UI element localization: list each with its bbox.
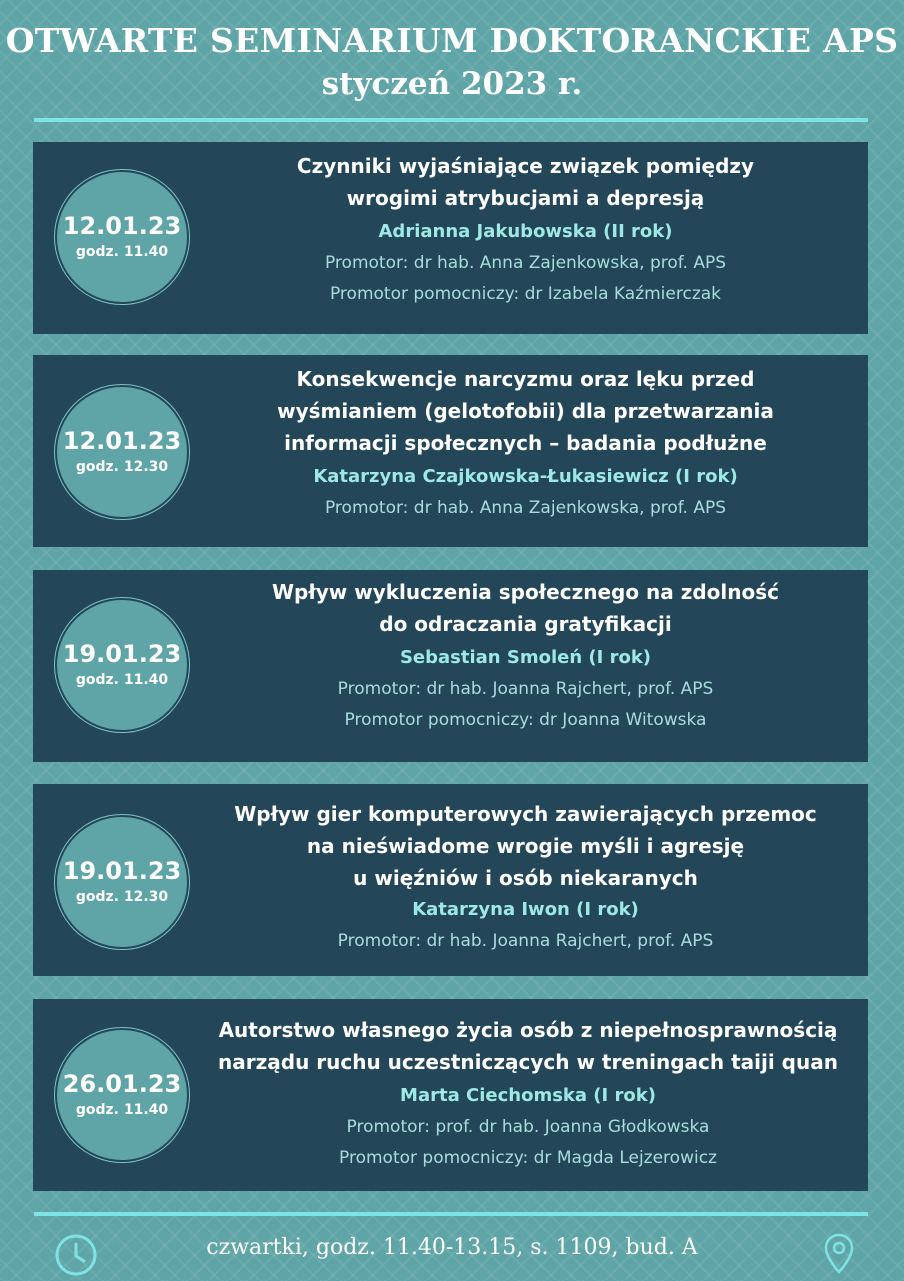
seminar-promotor: Promotor pomocniczy: dr Izabela Kaźmierczak [329, 284, 722, 304]
seminar-title-line: Autorstwo własnego życia osób z niepełnosprawnością [218, 1018, 838, 1042]
seminar-title-line: Czynniki wyjaśniające związek pomiędzy [296, 154, 755, 178]
seminar-time: godz. 11.40 [75, 672, 169, 688]
seminar-author: Katarzyna Czajkowska-Łukasiewicz (I rok) [313, 466, 738, 487]
footer-info: czwartki, godz. 11.40-13.15, s. 1109, bud. A [206, 1235, 698, 1260]
seminar-promotor: Promotor: dr hab. Anna Zajenkowska, prof. APS [324, 498, 727, 518]
date-circle [57, 172, 187, 302]
seminar-title-line: informacji społecznych – badania podłużne [284, 431, 767, 455]
seminar-promotor: Promotor pomocniczy: dr Magda Lejzerowicz [339, 1148, 717, 1168]
bottom-divider [34, 1212, 868, 1216]
seminar-date: 12.01.23 [62, 427, 182, 455]
seminar-promotor: Promotor: dr hab. Anna Zajenkowska, prof. APS [324, 253, 727, 273]
seminar-card [33, 999, 868, 1191]
seminar-title-line: na nieświadome wrogie myśli i agresję [306, 834, 745, 858]
seminar-author: Adrianna Jakubowska (II rok) [378, 221, 673, 242]
seminar-time: godz. 11.40 [75, 244, 169, 260]
seminar-content [198, 363, 853, 524]
seminar-content [198, 576, 853, 736]
poster-header [0, 18, 904, 104]
seminar-title-line: wrogimi atrybucjami a depresją [346, 186, 705, 210]
poster-title: OTWARTE SEMINARIUM DOKTORANCKIE APS [5, 21, 899, 60]
poster-subtitle: styczeń 2023 r. [321, 66, 583, 102]
seminar-title-line: narządu ruchu uczestniczących w treningach taiji quan [218, 1050, 838, 1074]
seminar-card [33, 142, 868, 334]
seminar-promotor: Promotor: prof. dr hab. Joanna Głodkowska [346, 1117, 710, 1137]
date-circle [57, 387, 187, 517]
seminar-card [33, 355, 868, 547]
date-circle [57, 1030, 187, 1160]
seminar-card [33, 570, 868, 762]
seminar-content [193, 1014, 863, 1174]
location-pin-icon [824, 1233, 854, 1279]
seminar-promotor: Promotor pomocniczy: dr Joanna Witowska [344, 710, 707, 730]
seminar-content [198, 150, 853, 310]
date-circle [57, 600, 187, 730]
footer [0, 1233, 904, 1273]
seminar-card [33, 784, 868, 976]
seminar-title-line: u więźniów i osób niekaranych [353, 866, 698, 890]
seminar-date: 12.01.23 [62, 212, 182, 240]
seminar-author: Marta Ciechomska (I rok) [400, 1085, 656, 1106]
seminar-time: godz. 12.30 [75, 889, 169, 905]
seminar-promotor: Promotor: dr hab. Joanna Rajchert, prof. APS [337, 931, 714, 951]
date-circle [57, 817, 187, 947]
seminar-title-line: Wpływ gier komputerowych zawierających przemoc [234, 802, 817, 826]
seminar-time: godz. 11.40 [75, 1102, 169, 1118]
seminar-title-line: Wpływ wykluczenia społecznego na zdolność [271, 580, 780, 604]
seminar-title-line: Konsekwencje narcyzmu oraz lęku przed [296, 367, 755, 391]
seminar-author: Sebastian Smoleń (I rok) [399, 647, 652, 668]
seminar-title-line: wyśmianiem (gelotofobii) dla przetwarzania [277, 399, 774, 423]
seminar-title-line: do odraczania gratyfikacji [379, 612, 672, 636]
seminar-content [198, 798, 853, 957]
seminar-date: 19.01.23 [62, 857, 182, 885]
seminar-date: 26.01.23 [62, 1070, 182, 1098]
top-divider [34, 118, 868, 122]
seminar-promotor: Promotor: dr hab. Joanna Rajchert, prof. APS [337, 679, 714, 699]
seminar-author: Katarzyna Iwon (I rok) [412, 899, 639, 920]
seminar-date: 19.01.23 [62, 640, 182, 668]
seminar-time: godz. 12.30 [75, 459, 169, 475]
